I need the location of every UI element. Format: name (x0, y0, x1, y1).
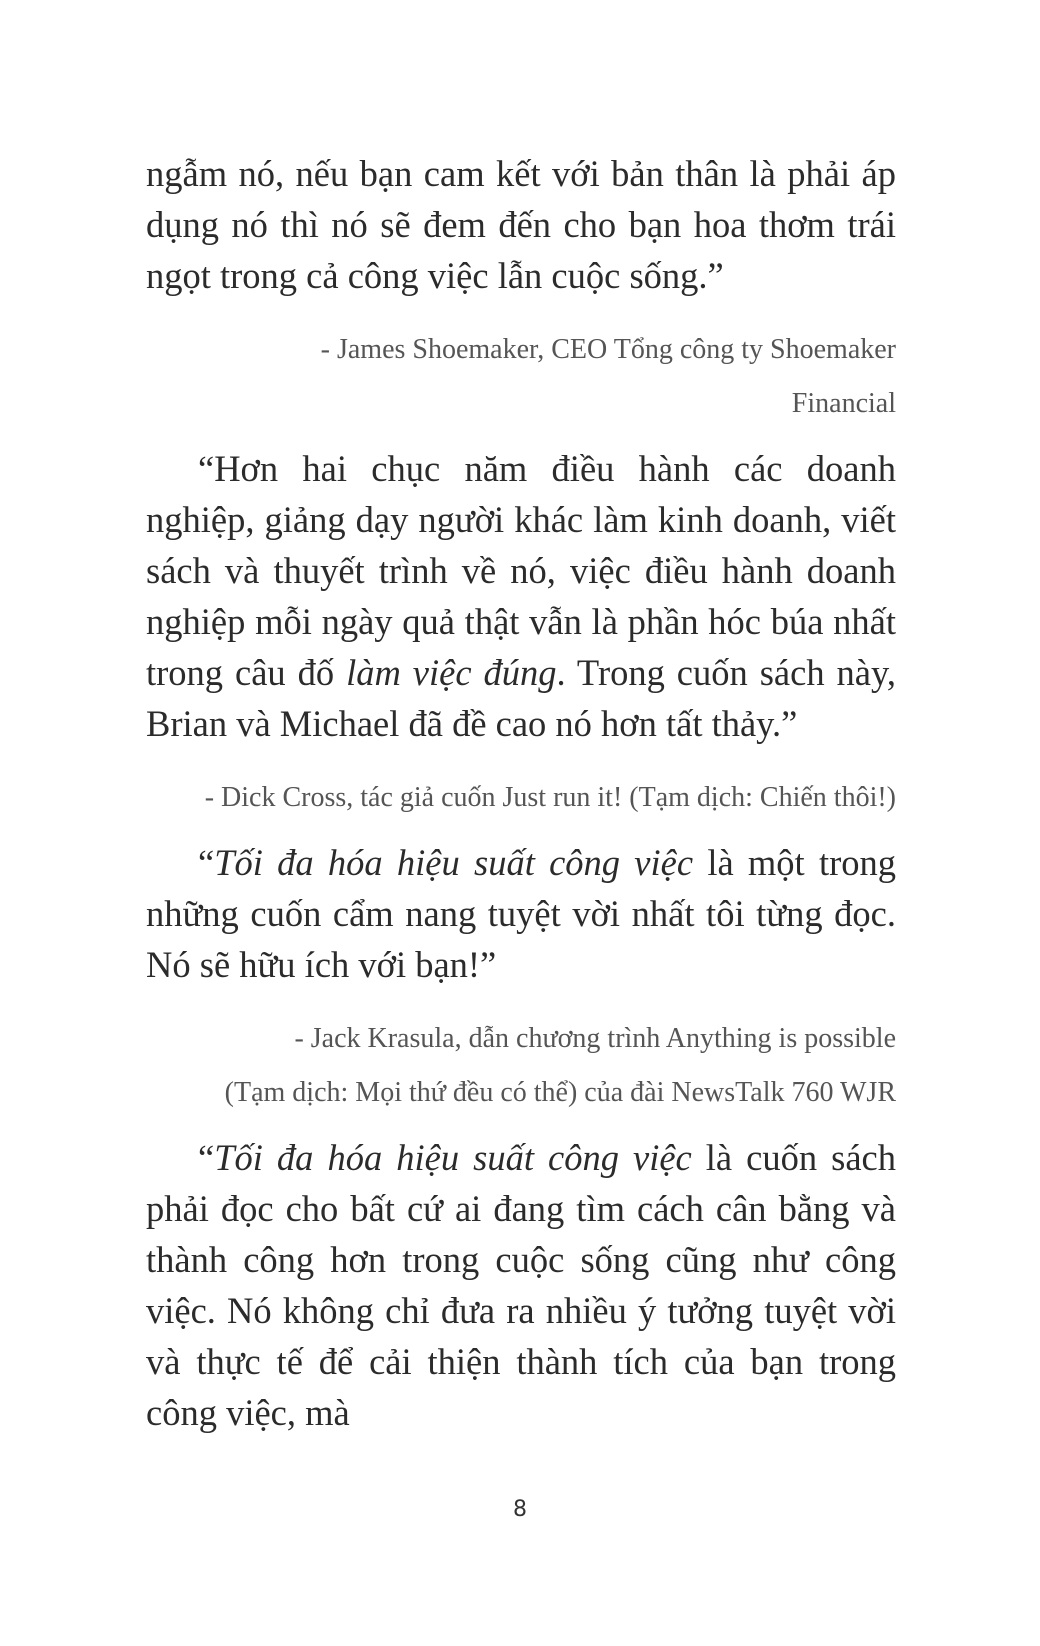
page-number: 8 (513, 1497, 527, 1522)
quote-3-attribution-line-2: (Tạm dịch: Mọi thứ đều có thể) của đài NewsTalk 760 WJR (224, 1077, 896, 1108)
quote-4-text (146, 1132, 896, 1438)
quote-3-attribution-line-1: - Jack Krasula, dẫn chương trình Anything is possible (294, 1023, 896, 1054)
quote-2-italic-phrase: làm việc đúng (346, 652, 557, 693)
quote-2-text-start: “Hơn hai chục năm điều hành các doanh nghiệp, giảng dạy người khác làm kinh doanh, viết sách và thuyết trình về nó, việc điều hành doanh nghiệp mỗi ngày quả thật vẫn là phần hóc búa nhất trong câu đố (146, 448, 896, 693)
quote-3-text-end: là một trong những cuốn cẩm nang tuyệt vời nhất tôi từng đọc. Nó sẽ hữu ích với bạn!” (146, 842, 896, 985)
quote-1-attribution-line-2: Financial (791, 388, 896, 419)
quote-3-attribution (146, 1012, 896, 1120)
quote-2-text-end: . Trong cuốn sách này, Brian và Michael đã đề cao nó hơn tất thảy.” (146, 652, 896, 744)
quote-4-text-end: là cuốn sách phải đọc cho bất cứ ai đang tìm cách cân bằng và thành công hơn trong cuộc sống cũng như công việc. Nó không chỉ đưa ra nhiều ý tưởng tuyệt vời và thực tế để cải thiện thành tích của bạn trong công việc, mà (146, 1137, 896, 1433)
quote-3-text (146, 837, 896, 990)
quote-1-text: ngẫm nó, nếu bạn cam kết với bản thân là phải áp dụng nó thì nó sẽ đem đến cho bạn hoa thơm trái ngọt trong cả công việc lẫn cuộc sống.” (146, 153, 896, 296)
quote-3-open-quote: “ (198, 842, 215, 883)
quote-3-book-title: Tối đa hóa hiệu suất công việc (214, 842, 694, 883)
quote-1-attribution (146, 323, 896, 431)
quote-2-text (146, 443, 896, 749)
quote-4-book-title: Tối đa hóa hiệu suất công việc (214, 1137, 692, 1178)
quote-4-open-quote: “ (198, 1137, 215, 1178)
page-body (146, 148, 896, 1438)
quote-1-attribution-line-1: - James Shoemaker, CEO Tổng công ty Shoemaker (320, 334, 896, 365)
quote-2-attribution: - Dick Cross, tác giả cuốn Just run it! (Tạm dịch: Chiến thôi!) (204, 782, 896, 813)
